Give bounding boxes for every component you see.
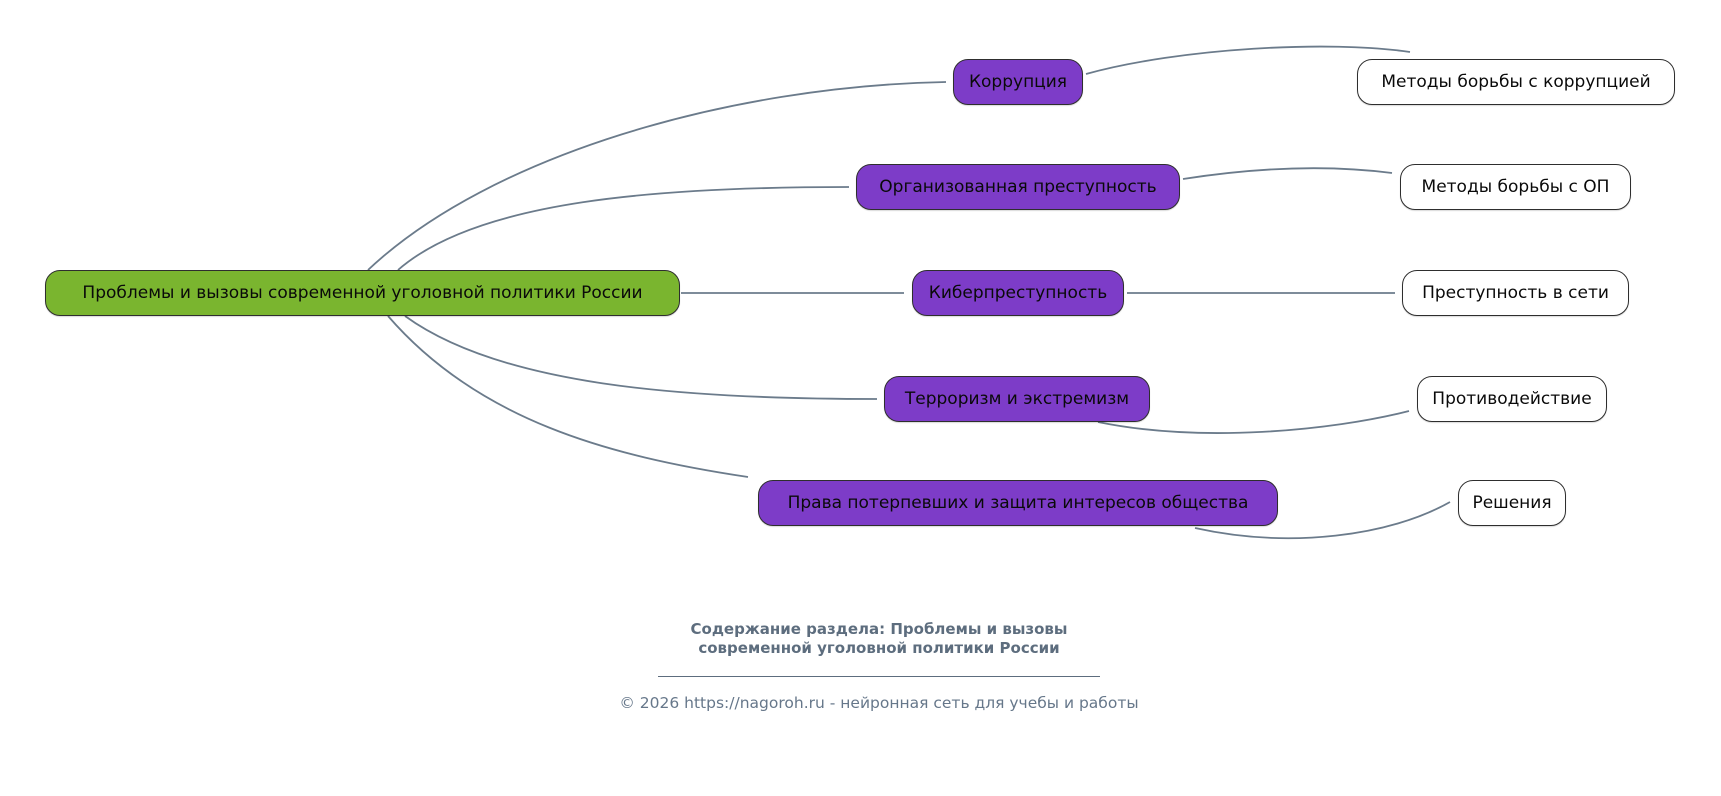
node-anti-op-methods[interactable]: Методы борьбы с ОП [1400,164,1631,210]
node-counteraction[interactable]: Противодействие [1417,376,1607,422]
node-terrorism-extremism[interactable]: Терроризм и экстремизм [884,376,1150,422]
footer-divider [658,676,1100,677]
node-cybercrime[interactable]: Киберпреступность [912,270,1124,316]
edge-organized-methods [1183,168,1392,179]
node-corruption[interactable]: Коррупция [953,59,1083,105]
node-anticorruption-methods[interactable]: Методы борьбы с коррупцией [1357,59,1675,105]
edge-root-victims-rights [388,316,748,477]
footer-copyright: © 2026 https://nagoroh.ru - нейронная сеть для учебы и работы [619,694,1139,712]
edge-root-terrorism [405,316,877,399]
footer-title-line2: современной уголовной политики России [698,639,1060,657]
node-network-crime[interactable]: Преступность в сети [1402,270,1629,316]
node-root-problems[interactable]: Проблемы и вызовы современной уголовной политики России [45,270,680,316]
footer-title-line1: Содержание раздела: Проблемы и вызовы [690,620,1068,638]
footer-section-title [579,620,1179,658]
node-solutions[interactable]: Решения [1458,480,1566,526]
node-organized-crime[interactable]: Организованная преступность [856,164,1180,210]
node-victims-rights[interactable]: Права потерпевших и защита интересов общества [758,480,1278,526]
